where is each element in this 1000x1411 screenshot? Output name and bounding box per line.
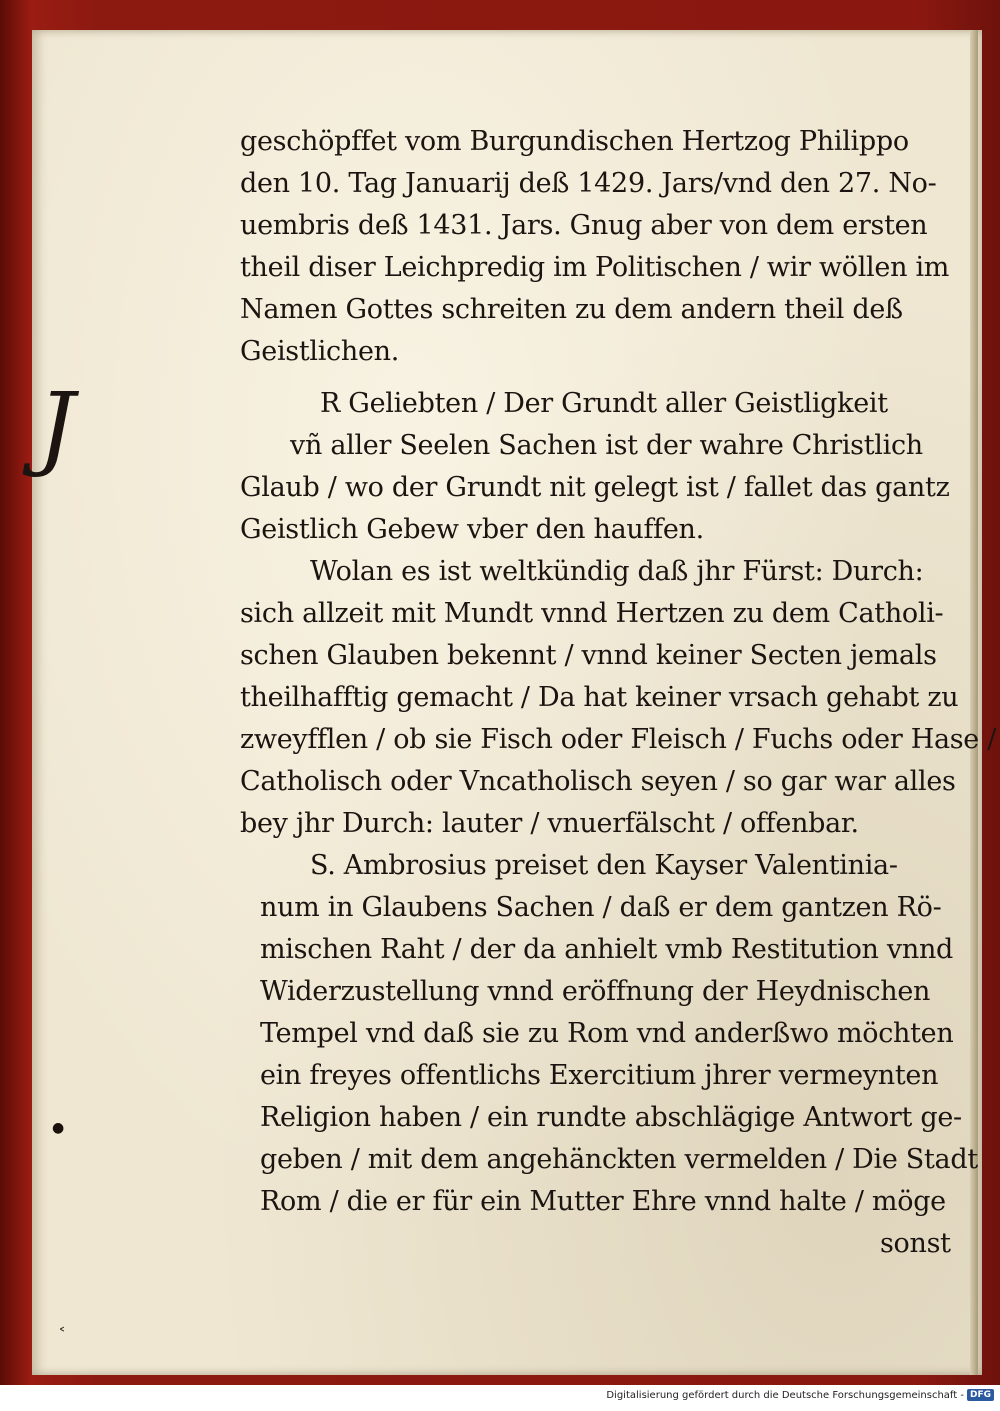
text-line-25: geben / mit dem angehänckten vermelden / Die Stadt — [260, 1144, 978, 1175]
footer-bar — [0, 1385, 1000, 1411]
text-line-11: Wolan es ist weltkündig daß jhr Fürst: Durch: — [310, 556, 924, 587]
text-line-13: schen Glauben bekennt / vnnd keiner Secten jemals — [240, 640, 937, 671]
text-line-12: sich allzeit mit Mundt vnnd Hertzen zu dem Catholi- — [240, 598, 944, 629]
dfg-logo: DFG — [967, 1389, 994, 1401]
text-line-4: theil diser Leichpredig im Politischen / wir wöllen im — [240, 252, 950, 283]
text-line-16: Catholisch oder Vncatholisch seyen / so gar war alles — [240, 766, 956, 797]
ink-blot: ● — [52, 1120, 65, 1136]
text-line-1: geschöpffet vom Burgundischen Hertzog Philippo — [240, 126, 909, 157]
text-line-19: num in Glaubens Sachen / daß er dem gantzen Rö- — [260, 892, 942, 923]
text-line-15: zweyfflen / ob sie Fisch oder Fleisch / Fuchs oder Hase / — [240, 724, 997, 755]
text-line-8: vñ aller Seelen Sachen ist der wahre Christlich — [290, 430, 923, 461]
text-line-2: den 10. Tag Januarij deß 1429. Jars/vnd den 27. No- — [240, 168, 937, 199]
text-line-18: S. Ambrosius preiset den Kayser Valentinia- — [310, 850, 898, 881]
text-line-21: Widerzustellung vnnd eröffnung der Heydnischen — [260, 976, 931, 1007]
text-line-22: Tempel vnd daß sie zu Rom vnd anderßwo möchten — [260, 1018, 954, 1049]
text-line-10: Geistlich Gebew vber den hauffen. — [240, 514, 704, 545]
text-line-26: Rom / die er für ein Mutter Ehre vnnd halte / möge — [260, 1186, 946, 1217]
text-line-23: ein freyes offentlichs Exercitium jhrer vermeynten — [260, 1060, 939, 1091]
text-line-7: R Geliebten / Der Grundt aller Geistligkeit — [320, 388, 888, 419]
drop-cap-initial: J — [38, 373, 75, 480]
page-speck: ˂ — [58, 1325, 66, 1344]
catchword: sonst — [880, 1228, 951, 1259]
text-line-20: mischen Raht / der da anhielt vmb Restitution vnnd — [260, 934, 954, 965]
text-line-3: uembris deß 1431. Jars. Gnug aber von dem ersten — [240, 210, 928, 241]
text-line-9: Glaub / wo der Grundt nit gelegt ist / fallet das gantz — [240, 472, 950, 503]
text-line-5: Namen Gottes schreiten zu dem andern theil deß — [240, 294, 903, 325]
text-line-14: theilhafftig gemacht / Da hat keiner vrsach gehabt zu — [240, 682, 959, 713]
text-line-6: Geistlichen. — [240, 336, 400, 367]
text-line-24: Religion haben / ein rundte abschlägige Antwort ge- — [260, 1102, 962, 1133]
text-line-17: bey jhr Durch: lauter / vnuerfälscht / offenbar. — [240, 808, 859, 839]
funding-notice: Digitalisierung gefördert durch die Deutsche Forschungsgemeinschaft - — [606, 1390, 964, 1401]
